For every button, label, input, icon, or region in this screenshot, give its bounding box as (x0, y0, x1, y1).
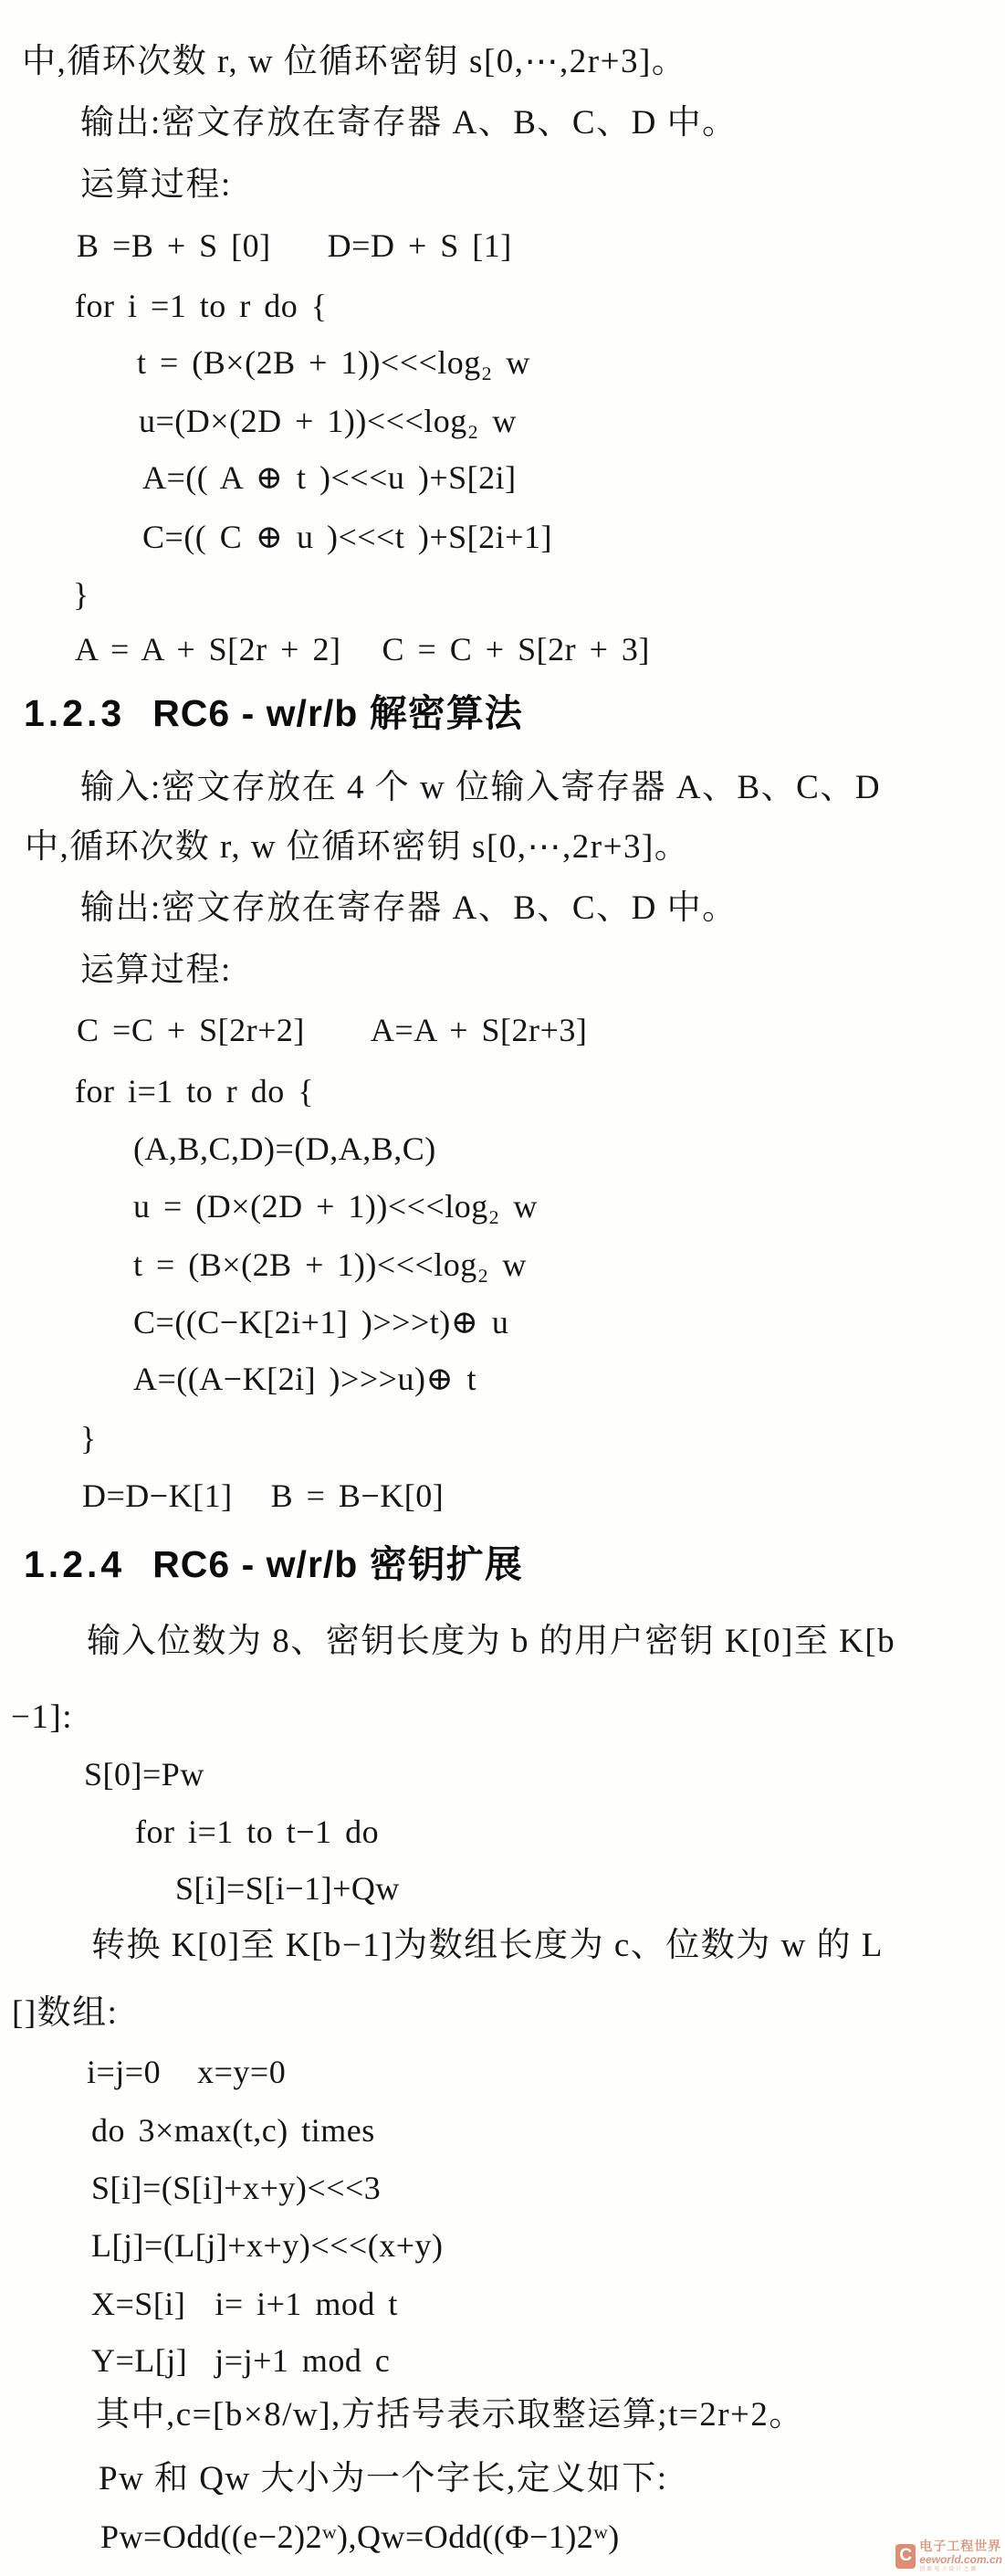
eeworld-logo-icon: C (895, 2544, 916, 2569)
formula-part: A=A + S[2r+3] (370, 1012, 588, 1048)
formula-line (77, 225, 512, 267)
formula-line: } (80, 1420, 97, 1456)
formula-part: i= i+1 mod t (215, 2286, 398, 2322)
watermark-title: 电子工程世界 (919, 2539, 1002, 2553)
formula-part: C =C + S[2r+2] (77, 1012, 305, 1048)
formula-line: A=(( A ⊕ t )<<<u )+S[2i] (142, 459, 517, 496)
section-title: RC6 - w/r/b 密钥扩展 (152, 1543, 523, 1585)
section-heading (24, 1541, 523, 1587)
formula-line: t = (B×(2B + 1))<<<log₂ w (133, 1246, 527, 1283)
text-line: 运算过程: (80, 166, 232, 204)
text-line: Pw 和 Qw 大小为一个字长,定义如下: (99, 2460, 668, 2497)
formula-line: S[i]=S[i−1]+Qw (175, 1870, 400, 1907)
formula-line: do 3×max(t,c) times (91, 2112, 375, 2149)
watermark-tagline: 创新电子设计之源 (919, 2567, 979, 2572)
formula-line: S[0]=Pw (84, 1756, 204, 1793)
formula-part: B = B−K[0] (270, 1477, 445, 1514)
formula-line (91, 2283, 398, 2325)
formula-part: D=D−K[1] (82, 1477, 233, 1514)
text-line: 其中,c=[b×8/w],方括号表示取整运算;t=2r+2。 (96, 2396, 804, 2434)
formula-line (87, 2051, 286, 2093)
text-line: 中,循环次数 r, w 位循环密钥 s[0,⋯,2r+3]。 (25, 828, 690, 866)
text-line: 转换 K[0]至 K[b−1]为数组长度为 c、位数为 w 的 L (91, 1927, 884, 1964)
text-line: 输出:密文存放在寄存器 A、B、C、D 中。 (80, 889, 738, 927)
formula-part: i=j=0 (87, 2054, 162, 2090)
watermark (895, 2539, 1002, 2572)
formula-line: for i =1 to r do { (75, 288, 328, 324)
formula-line: for i=1 to t−1 do (135, 1814, 380, 1850)
formula-part: C = C + S[2r + 3] (382, 631, 650, 668)
formula-line: A=((A−K[2i] )>>>u)⊕ t (133, 1361, 477, 1397)
text-line: 中,循环次数 r, w 位循环密钥 s[0,⋯,2r+3]。 (22, 43, 687, 80)
formula-line (82, 1475, 444, 1517)
section-title: RC6 - w/r/b 解密算法 (152, 692, 523, 734)
formula-line (91, 2339, 390, 2381)
formula-line: C=(( C ⊕ u )<<<t )+S[2i+1] (142, 519, 552, 555)
formula-part: Y=L[j] (91, 2342, 188, 2379)
formula-line: for i=1 to r do { (75, 1073, 315, 1109)
watermark-text (919, 2539, 1002, 2572)
formula-line: u=(D×(2D + 1))<<<log₂ w (139, 403, 517, 439)
formula-part: B =B + S [0] (77, 227, 271, 264)
formula-line: (A,B,C,D)=(D,A,B,C) (133, 1130, 436, 1167)
text-line: 运算过程: (80, 952, 232, 989)
formula-line: } (73, 576, 89, 613)
formula-part: A = A + S[2r + 2] (75, 631, 341, 668)
formula-line (75, 628, 650, 670)
section-number: 1.2.3 (24, 692, 126, 734)
text-line: 输入:密文存放在 4 个 w 位输入寄存器 A、B、C、D (80, 769, 882, 806)
text-line: 输出:密文存放在寄存器 A、B、C、D 中。 (80, 104, 738, 142)
formula-part: x=y=0 (197, 2054, 287, 2090)
section-heading (24, 690, 523, 736)
watermark-domain: eeworld.com.cn (919, 2553, 1002, 2566)
text-line: []数组: (12, 1994, 119, 2032)
formula-line: t = (B×(2B + 1))<<<log₂ w (137, 344, 530, 381)
formula-part: D=D + S [1] (327, 227, 512, 264)
formula-line: u = (D×(2D + 1))<<<log₂ w (133, 1188, 538, 1225)
text-line: −1]: (11, 1698, 73, 1736)
formula-line: L[j]=(L[j]+x+y)<<<(x+y) (91, 2227, 444, 2264)
formula-line: C=((C−K[2i+1] )>>>t)⊕ u (133, 1304, 509, 1341)
formula-line (77, 1009, 587, 1051)
formula-line: Pw=Odd((e−2)2ʷ),Qw=Odd((Φ−1)2ʷ) (100, 2518, 620, 2555)
formula-part: X=S[i] (91, 2286, 186, 2322)
formula-part: j=j+1 mod c (215, 2342, 391, 2379)
section-number: 1.2.4 (24, 1543, 126, 1585)
text-line: 输入位数为 8、密钥长度为 b 的用户密钥 K[0]至 K[b (87, 1623, 896, 1660)
formula-line: S[i]=(S[i]+x+y)<<<3 (91, 2170, 382, 2206)
